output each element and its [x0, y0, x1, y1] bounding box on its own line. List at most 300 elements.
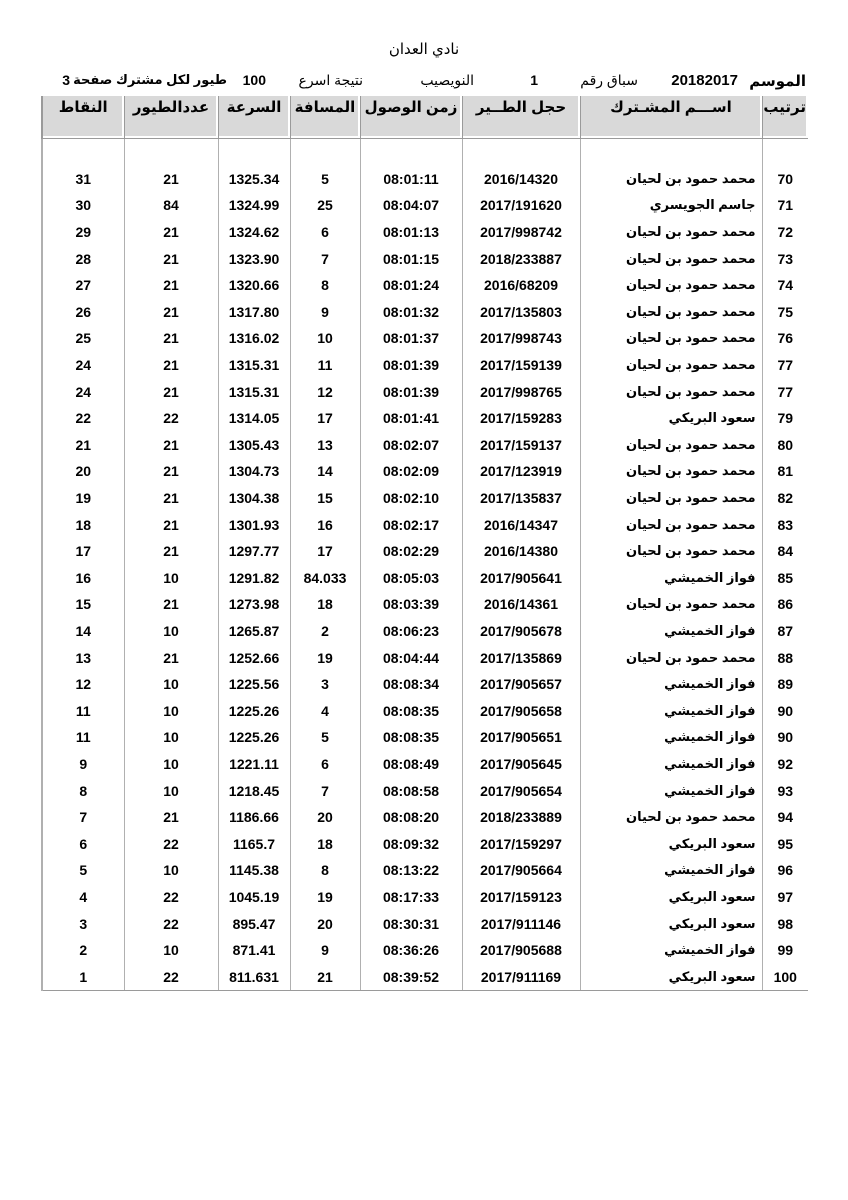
cell-arrival-time: 08:01:24: [360, 272, 462, 299]
cell-speed: 871.41: [218, 937, 290, 964]
table-row: [42, 405, 808, 432]
table-row: [42, 352, 808, 379]
page-number: 3: [62, 72, 70, 88]
cell-speed: 1265.87: [218, 618, 290, 645]
cell-distance: 17: [290, 405, 360, 432]
cell-points: 17: [42, 538, 124, 565]
cell-rank: 94: [762, 804, 808, 831]
cell-points: 31: [42, 166, 124, 193]
cell-points: 25: [42, 325, 124, 352]
table-row: [42, 432, 808, 459]
table-row: [42, 565, 808, 592]
race-label: سباق رقم: [580, 72, 638, 88]
cell-bird-count: 21: [124, 432, 218, 459]
cell-points: 24: [42, 352, 124, 379]
cell-bird-count: 84: [124, 192, 218, 219]
cell-distance: 12: [290, 378, 360, 405]
table-row: [42, 830, 808, 857]
cell-member-name: محمد حمود بن لحيان: [580, 352, 762, 379]
cell-rank: 96: [762, 857, 808, 884]
cell-points: 14: [42, 618, 124, 645]
cell-arrival-time: 08:01:41: [360, 405, 462, 432]
cell-points: 6: [42, 830, 124, 857]
cell-speed: 1305.43: [218, 432, 290, 459]
cell-arrival-time: 08:02:17: [360, 511, 462, 538]
cell-points: 5: [42, 857, 124, 884]
cell-distance: 4: [290, 697, 360, 724]
cell-arrival-time: 08:17:33: [360, 884, 462, 911]
cell-member-name: فواز الخميشي: [580, 697, 762, 724]
cell-rank: 93: [762, 777, 808, 804]
cell-speed: 811.631: [218, 963, 290, 990]
cell-ring-number: 2017/905664: [462, 857, 580, 884]
cell-bird-count: 22: [124, 405, 218, 432]
cell-distance: 9: [290, 299, 360, 326]
cell-rank: 79: [762, 405, 808, 432]
column-header-ring-number: حجل الطــير: [462, 96, 580, 139]
location: النويصيب: [420, 72, 474, 88]
cell-rank: 97: [762, 884, 808, 911]
cell-arrival-time: 08:01:37: [360, 325, 462, 352]
cell-points: 18: [42, 511, 124, 538]
cell-member-name: محمد حمود بن لحيان: [580, 378, 762, 405]
table-row: [42, 777, 808, 804]
cell-member-name: فواز الخميشي: [580, 777, 762, 804]
cell-ring-number: 2016/68209: [462, 272, 580, 299]
cell-distance: 13: [290, 432, 360, 459]
cell-speed: 1316.02: [218, 325, 290, 352]
cell-distance: 84.033: [290, 565, 360, 592]
table-row: [42, 591, 808, 618]
cell-member-name: فواز الخميشي: [580, 565, 762, 592]
table-row: [42, 458, 808, 485]
cell-ring-number: 2017/159283: [462, 405, 580, 432]
birds-per-member-label: طيور لكل مشترك صفحة: [73, 72, 227, 87]
cell-bird-count: 22: [124, 963, 218, 990]
result-label: نتيجة اسرع: [298, 72, 363, 88]
cell-bird-count: 10: [124, 937, 218, 964]
cell-points: 7: [42, 804, 124, 831]
cell-speed: 1186.66: [218, 804, 290, 831]
cell-rank: 81: [762, 458, 808, 485]
cell-arrival-time: 08:02:09: [360, 458, 462, 485]
cell-points: 3: [42, 910, 124, 937]
results-table: [41, 96, 808, 991]
cell-speed: 1315.31: [218, 352, 290, 379]
cell-distance: 18: [290, 591, 360, 618]
cell-arrival-time: 08:02:07: [360, 432, 462, 459]
cell-points: 30: [42, 192, 124, 219]
cell-rank: 77: [762, 352, 808, 379]
table-row: [42, 671, 808, 698]
cell-speed: 1317.80: [218, 299, 290, 326]
cell-rank: 73: [762, 245, 808, 272]
cell-bird-count: 10: [124, 671, 218, 698]
cell-rank: 74: [762, 272, 808, 299]
cell-member-name: محمد حمود بن لحيان: [580, 538, 762, 565]
table-row: [42, 325, 808, 352]
cell-bird-count: 22: [124, 884, 218, 911]
cell-arrival-time: 08:06:23: [360, 618, 462, 645]
cell-arrival-time: 08:01:32: [360, 299, 462, 326]
cell-distance: 25: [290, 192, 360, 219]
cell-speed: 1323.90: [218, 245, 290, 272]
cell-ring-number: 2017/998742: [462, 219, 580, 246]
cell-member-name: محمد حمود بن لحيان: [580, 485, 762, 512]
column-header-rank: ترتيب: [762, 96, 808, 139]
cell-points: 28: [42, 245, 124, 272]
cell-ring-number: 2018/233889: [462, 804, 580, 831]
table-row: [42, 538, 808, 565]
column-header-member-name: اســـم المشـترك: [580, 96, 762, 139]
cell-member-name: سعود البريكي: [580, 830, 762, 857]
cell-member-name: محمد حمود بن لحيان: [580, 804, 762, 831]
cell-bird-count: 22: [124, 910, 218, 937]
cell-ring-number: 2017/905688: [462, 937, 580, 964]
cell-points: 24: [42, 378, 124, 405]
cell-arrival-time: 08:09:32: [360, 830, 462, 857]
cell-ring-number: 2017/998765: [462, 378, 580, 405]
result-count: 100: [242, 72, 266, 88]
cell-distance: 20: [290, 910, 360, 937]
cell-speed: 1045.19: [218, 884, 290, 911]
cell-member-name: محمد حمود بن لحيان: [580, 591, 762, 618]
cell-points: 22: [42, 405, 124, 432]
cell-bird-count: 21: [124, 485, 218, 512]
race-number: 1: [530, 72, 538, 88]
cell-distance: 18: [290, 830, 360, 857]
cell-member-name: محمد حمود بن لحيان: [580, 272, 762, 299]
cell-member-name: سعود البريكي: [580, 884, 762, 911]
cell-points: 1: [42, 963, 124, 990]
cell-distance: 8: [290, 857, 360, 884]
cell-rank: 70: [762, 166, 808, 193]
cell-speed: 1304.73: [218, 458, 290, 485]
cell-arrival-time: 08:01:39: [360, 352, 462, 379]
cell-distance: 6: [290, 219, 360, 246]
cell-arrival-time: 08:02:29: [360, 538, 462, 565]
cell-rank: 99: [762, 937, 808, 964]
cell-speed: 1320.66: [218, 272, 290, 299]
cell-bird-count: 21: [124, 511, 218, 538]
cell-member-name: جاسم الجويسري: [580, 192, 762, 219]
cell-arrival-time: 08:08:58: [360, 777, 462, 804]
cell-points: 11: [42, 697, 124, 724]
column-header-points: النقاط: [42, 96, 124, 139]
cell-ring-number: 2017/905654: [462, 777, 580, 804]
cell-bird-count: 21: [124, 245, 218, 272]
cell-bird-count: 10: [124, 751, 218, 778]
table-row: [42, 724, 808, 751]
cell-distance: 21: [290, 963, 360, 990]
cell-points: 8: [42, 777, 124, 804]
cell-bird-count: 21: [124, 299, 218, 326]
table-row: [42, 245, 808, 272]
cell-points: 26: [42, 299, 124, 326]
cell-points: 27: [42, 272, 124, 299]
column-header-arrival-time: زمن الوصول: [360, 96, 462, 139]
season-label: الموسم: [749, 73, 806, 90]
cell-speed: 1225.26: [218, 724, 290, 751]
cell-speed: 1315.31: [218, 378, 290, 405]
cell-ring-number: 2017/135837: [462, 485, 580, 512]
cell-points: 21: [42, 432, 124, 459]
cell-bird-count: 10: [124, 857, 218, 884]
cell-member-name: فواز الخميشي: [580, 751, 762, 778]
cell-speed: 1324.99: [218, 192, 290, 219]
cell-bird-count: 21: [124, 352, 218, 379]
cell-points: 29: [42, 219, 124, 246]
cell-member-name: محمد حمود بن لحيان: [580, 644, 762, 671]
cell-member-name: محمد حمود بن لحيان: [580, 511, 762, 538]
cell-member-name: محمد حمود بن لحيان: [580, 219, 762, 246]
cell-rank: 88: [762, 644, 808, 671]
cell-points: 9: [42, 751, 124, 778]
table-row: [42, 910, 808, 937]
cell-ring-number: 2017/135803: [462, 299, 580, 326]
cell-rank: 80: [762, 432, 808, 459]
cell-arrival-time: 08:01:13: [360, 219, 462, 246]
cell-speed: 1145.38: [218, 857, 290, 884]
table-row: [42, 511, 808, 538]
table-row: [42, 485, 808, 512]
cell-ring-number: 2017/159139: [462, 352, 580, 379]
cell-bird-count: 22: [124, 830, 218, 857]
cell-ring-number: 2017/911169: [462, 963, 580, 990]
cell-bird-count: 10: [124, 618, 218, 645]
column-header-bird-count: عددالطيور: [124, 96, 218, 139]
cell-rank: 84: [762, 538, 808, 565]
table-body: [42, 139, 808, 991]
cell-speed: 1297.77: [218, 538, 290, 565]
cell-distance: 7: [290, 245, 360, 272]
cell-member-name: فواز الخميشي: [580, 671, 762, 698]
cell-ring-number: 2017/998743: [462, 325, 580, 352]
table-row: [42, 751, 808, 778]
table-row: [42, 644, 808, 671]
cell-arrival-time: 08:08:49: [360, 751, 462, 778]
cell-ring-number: 2017/159297: [462, 830, 580, 857]
cell-points: 15: [42, 591, 124, 618]
cell-bird-count: 21: [124, 644, 218, 671]
cell-distance: 3: [290, 671, 360, 698]
cell-arrival-time: 08:36:26: [360, 937, 462, 964]
table-row: [42, 697, 808, 724]
cell-rank: 89: [762, 671, 808, 698]
cell-bird-count: 21: [124, 804, 218, 831]
cell-arrival-time: 08:01:11: [360, 166, 462, 193]
cell-distance: 9: [290, 937, 360, 964]
table-row: [42, 299, 808, 326]
cell-ring-number: 2016/14320: [462, 166, 580, 193]
cell-member-name: فواز الخميشي: [580, 937, 762, 964]
cell-rank: 98: [762, 910, 808, 937]
cell-ring-number: 2018/233887: [462, 245, 580, 272]
cell-ring-number: 2017/905658: [462, 697, 580, 724]
cell-rank: 90: [762, 724, 808, 751]
cell-arrival-time: 08:08:35: [360, 697, 462, 724]
cell-speed: 1225.26: [218, 697, 290, 724]
cell-bird-count: 21: [124, 458, 218, 485]
cell-distance: 16: [290, 511, 360, 538]
cell-member-name: سعود البريكي: [580, 405, 762, 432]
cell-ring-number: 2017/135869: [462, 644, 580, 671]
cell-rank: 76: [762, 325, 808, 352]
cell-member-name: فواز الخميشي: [580, 618, 762, 645]
cell-rank: 71: [762, 192, 808, 219]
table-row: [42, 804, 808, 831]
cell-speed: 895.47: [218, 910, 290, 937]
cell-ring-number: 2017/911146: [462, 910, 580, 937]
cell-distance: 17: [290, 538, 360, 565]
cell-bird-count: 21: [124, 325, 218, 352]
cell-arrival-time: 08:04:07: [360, 192, 462, 219]
cell-rank: 95: [762, 830, 808, 857]
cell-distance: 10: [290, 325, 360, 352]
table-row: [42, 857, 808, 884]
cell-speed: 1165.7: [218, 830, 290, 857]
cell-speed: 1324.62: [218, 219, 290, 246]
table-header-row: [42, 96, 808, 139]
cell-speed: 1314.05: [218, 405, 290, 432]
cell-bird-count: 21: [124, 219, 218, 246]
cell-member-name: محمد حمود بن لحيان: [580, 166, 762, 193]
table-row: [42, 618, 808, 645]
cell-distance: 7: [290, 777, 360, 804]
cell-bird-count: 10: [124, 697, 218, 724]
cell-distance: 2: [290, 618, 360, 645]
table-row: [42, 963, 808, 990]
cell-arrival-time: 08:13:22: [360, 857, 462, 884]
cell-speed: 1225.56: [218, 671, 290, 698]
cell-bird-count: 10: [124, 777, 218, 804]
cell-member-name: محمد حمود بن لحيان: [580, 432, 762, 459]
cell-speed: 1325.34: [218, 166, 290, 193]
cell-member-name: محمد حمود بن لحيان: [580, 325, 762, 352]
cell-arrival-time: 08:01:39: [360, 378, 462, 405]
table-row: [42, 166, 808, 193]
cell-member-name: فواز الخميشي: [580, 724, 762, 751]
table-row: [42, 937, 808, 964]
cell-distance: 15: [290, 485, 360, 512]
cell-rank: 82: [762, 485, 808, 512]
cell-points: 19: [42, 485, 124, 512]
column-header-distance: المسافة: [290, 96, 360, 139]
cell-distance: 6: [290, 751, 360, 778]
cell-rank: 75: [762, 299, 808, 326]
table-row: [42, 219, 808, 246]
cell-bird-count: 21: [124, 166, 218, 193]
cell-points: 11: [42, 724, 124, 751]
cell-arrival-time: 08:08:20: [360, 804, 462, 831]
cell-rank: 87: [762, 618, 808, 645]
cell-bird-count: 21: [124, 378, 218, 405]
cell-bird-count: 21: [124, 538, 218, 565]
cell-points: 4: [42, 884, 124, 911]
cell-bird-count: 21: [124, 272, 218, 299]
cell-speed: 1301.93: [218, 511, 290, 538]
cell-speed: 1218.45: [218, 777, 290, 804]
cell-member-name: سعود البريكي: [580, 910, 762, 937]
cell-points: 20: [42, 458, 124, 485]
cell-points: 13: [42, 644, 124, 671]
cell-distance: 5: [290, 166, 360, 193]
cell-points: 16: [42, 565, 124, 592]
cell-ring-number: 2017/905645: [462, 751, 580, 778]
cell-ring-number: 2017/159123: [462, 884, 580, 911]
season-value: 20182017: [671, 72, 738, 89]
cell-distance: 19: [290, 884, 360, 911]
cell-ring-number: 2017/905651: [462, 724, 580, 751]
table-row: [42, 378, 808, 405]
table-row: [42, 272, 808, 299]
cell-arrival-time: 08:08:34: [360, 671, 462, 698]
column-header-speed: السرعة: [218, 96, 290, 139]
cell-bird-count: 21: [124, 591, 218, 618]
cell-ring-number: 2017/191620: [462, 192, 580, 219]
cell-member-name: محمد حمود بن لحيان: [580, 299, 762, 326]
cell-distance: 19: [290, 644, 360, 671]
cell-speed: 1252.66: [218, 644, 290, 671]
cell-distance: 11: [290, 352, 360, 379]
cell-arrival-time: 08:03:39: [360, 591, 462, 618]
cell-ring-number: 2016/14361: [462, 591, 580, 618]
table-row: [42, 192, 808, 219]
cell-ring-number: 2017/159137: [462, 432, 580, 459]
cell-arrival-time: 08:01:15: [360, 245, 462, 272]
cell-speed: 1304.38: [218, 485, 290, 512]
cell-points: 2: [42, 937, 124, 964]
cell-ring-number: 2017/905678: [462, 618, 580, 645]
cell-distance: 5: [290, 724, 360, 751]
cell-distance: 14: [290, 458, 360, 485]
cell-rank: 85: [762, 565, 808, 592]
cell-bird-count: 10: [124, 565, 218, 592]
cell-arrival-time: 08:05:03: [360, 565, 462, 592]
cell-ring-number: 2017/905641: [462, 565, 580, 592]
cell-speed: 1221.11: [218, 751, 290, 778]
cell-speed: 1273.98: [218, 591, 290, 618]
cell-rank: 72: [762, 219, 808, 246]
cell-distance: 8: [290, 272, 360, 299]
cell-rank: 92: [762, 751, 808, 778]
cell-arrival-time: 08:02:10: [360, 485, 462, 512]
cell-arrival-time: 08:30:31: [360, 910, 462, 937]
cell-rank: 77: [762, 378, 808, 405]
cell-ring-number: 2016/14380: [462, 538, 580, 565]
cell-ring-number: 2017/905657: [462, 671, 580, 698]
cell-rank: 100: [762, 963, 808, 990]
cell-arrival-time: 08:39:52: [360, 963, 462, 990]
cell-speed: 1291.82: [218, 565, 290, 592]
cell-rank: 83: [762, 511, 808, 538]
cell-ring-number: 2016/14347: [462, 511, 580, 538]
cell-bird-count: 10: [124, 724, 218, 751]
spacer-row: [42, 139, 808, 166]
table-row: [42, 884, 808, 911]
cell-rank: 86: [762, 591, 808, 618]
cell-ring-number: 2017/123919: [462, 458, 580, 485]
cell-distance: 20: [290, 804, 360, 831]
cell-arrival-time: 08:04:44: [360, 644, 462, 671]
cell-member-name: محمد حمود بن لحيان: [580, 458, 762, 485]
cell-rank: 90: [762, 697, 808, 724]
cell-member-name: فواز الخميشي: [580, 857, 762, 884]
cell-arrival-time: 08:08:35: [360, 724, 462, 751]
club-title: نادي العدان: [388, 41, 460, 58]
cell-member-name: محمد حمود بن لحيان: [580, 245, 762, 272]
cell-member-name: سعود البريكي: [580, 963, 762, 990]
